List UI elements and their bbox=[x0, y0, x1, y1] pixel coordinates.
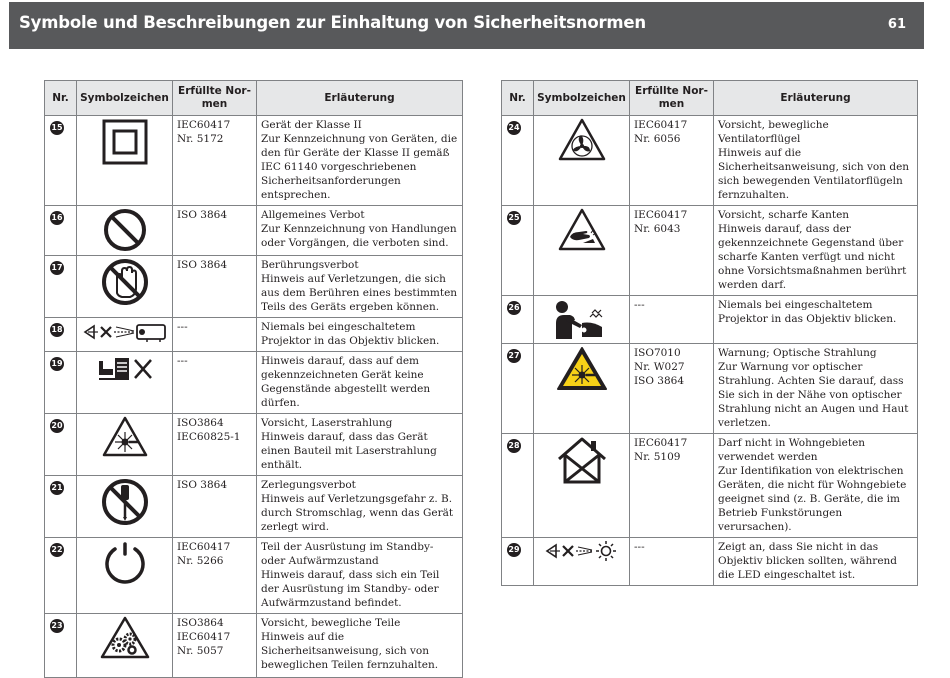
row-standards: IEC60417 Nr. 6056 bbox=[630, 116, 714, 206]
col-header-nr: Nr. bbox=[502, 81, 534, 116]
table-row bbox=[502, 206, 918, 296]
col-header-symbol: Symbolzeichen bbox=[534, 81, 630, 116]
no-residential-use-house-icon bbox=[534, 435, 629, 487]
row-number: 21 bbox=[50, 481, 64, 495]
row-standards: IEC60417 Nr. 6043 bbox=[630, 206, 714, 296]
row-description: Gerät der Klasse II Zur Kennzeichnung von Geräten, die den für Geräte der Klasse II gemäß IEC 61140 vorgeschriebenen Sicherheitsanforderungen entsprechen. bbox=[257, 116, 463, 206]
row-description: Teil der Ausrüstung im Standby- oder Aufwärmzustand Hinweis darauf, dass sich ein Teil der Ausrüstung im Standby- oder Aufwärmzustand befindet. bbox=[257, 538, 463, 614]
no-objects-on-device-icon bbox=[77, 353, 172, 385]
row-number: 22 bbox=[50, 543, 64, 557]
row-standards: IEC60417 Nr. 5109 bbox=[630, 434, 714, 538]
moving-fan-blades-warning-icon bbox=[534, 117, 629, 163]
moving-parts-gears-warning-icon bbox=[77, 615, 172, 661]
row-standards: ISO3864 IEC60825-1 bbox=[173, 414, 257, 476]
row-description: Darf nicht in Wohngebieten verwendet werden Zur Identifikation von elektrischen Geräten, die nicht für Wohngebiete geeignet sind (z. B. Geräte, die im Betrieb Funkstörungen verursachen). bbox=[714, 434, 918, 538]
row-standards: ISO7010 Nr. W027 ISO 3864 bbox=[630, 344, 714, 434]
row-description: Warnung; Optische Strahlung Zur Warnung vor optischer Strahlung. Achten Sie darauf, dass Sie sich in der Nähe von optischer Strahlung nicht an Augen und Haut verletzen. bbox=[714, 344, 918, 434]
row-description: Hinweis darauf, dass auf dem gekennzeichneten Gerät keine Gegenstände abgestellt werden dürfen. bbox=[257, 352, 463, 414]
row-standards: ISO 3864 bbox=[173, 476, 257, 538]
standby-power-icon bbox=[77, 539, 172, 589]
row-number: 17 bbox=[50, 261, 64, 275]
row-number: 24 bbox=[507, 121, 521, 135]
col-header-description: Erläuterung bbox=[714, 81, 918, 116]
col-header-standards: Erfüllte Nor- men bbox=[173, 81, 257, 116]
optical-radiation-warning-icon bbox=[534, 345, 629, 393]
row-number: 26 bbox=[507, 301, 521, 315]
row-number: 29 bbox=[507, 543, 521, 557]
page-number: 61 bbox=[887, 17, 906, 32]
col-header-nr: Nr. bbox=[45, 81, 77, 116]
row-description: Allgemeines Verbot Zur Kennzeichnung von Handlungen oder Vorgängen, die verboten sind. bbox=[257, 206, 463, 256]
row-standards: ISO 3864 bbox=[173, 206, 257, 256]
general-prohibition-icon bbox=[77, 207, 172, 253]
table-row bbox=[45, 206, 463, 256]
table-row bbox=[45, 116, 463, 206]
sharp-edges-warning-icon bbox=[534, 207, 629, 253]
row-standards: ISO3864 IEC60417 Nr. 5057 bbox=[173, 614, 257, 678]
row-description: Vorsicht, bewegliche Teile Hinweis auf die Sicherheitsanweisung, sich von beweglichen Teilen fernzuhalten. bbox=[257, 614, 463, 678]
left-symbols-table bbox=[44, 80, 463, 678]
col-header-symbol: Symbolzeichen bbox=[77, 81, 173, 116]
row-standards: --- bbox=[173, 318, 257, 352]
no-looking-into-lens-projector-icon bbox=[77, 319, 172, 345]
row-standards: IEC60417 Nr. 5266 bbox=[173, 538, 257, 614]
table-row bbox=[45, 476, 463, 538]
no-touching-hand-icon bbox=[77, 257, 172, 307]
page-title: Symbole und Beschreibungen zur Einhaltung von Sicherheitsnormen bbox=[19, 13, 646, 32]
class-ii-double-square-icon bbox=[77, 117, 172, 167]
col-header-standards: Erfüllte Nor- men bbox=[630, 81, 714, 116]
col-header-description: Erläuterung bbox=[257, 81, 463, 116]
row-number: 27 bbox=[507, 349, 521, 363]
no-looking-into-lens-led-icon bbox=[534, 539, 629, 563]
row-number: 23 bbox=[50, 619, 64, 633]
row-standards: ISO 3864 bbox=[173, 256, 257, 318]
row-description: Niemals bei eingeschaltetem Projektor in das Objektiv blicken. bbox=[714, 296, 918, 344]
row-standards: --- bbox=[630, 538, 714, 586]
table-row bbox=[45, 256, 463, 318]
laser-warning-icon bbox=[77, 415, 172, 459]
right-symbols-table bbox=[501, 80, 918, 586]
no-disassembly-screwdriver-icon bbox=[77, 477, 172, 527]
table-row bbox=[45, 614, 463, 678]
table-row bbox=[502, 344, 918, 434]
table-row bbox=[45, 538, 463, 614]
row-description: Vorsicht, scharfe Kanten Hinweis darauf, dass der gekennzeichnete Gegenstand über scharfe Kanten verfügt und nicht ohne Vorsichtsmaßnahmen berührt werden darf. bbox=[714, 206, 918, 296]
row-standards: --- bbox=[173, 352, 257, 414]
row-number: 20 bbox=[50, 419, 64, 433]
row-number: 19 bbox=[50, 357, 64, 371]
row-number: 28 bbox=[507, 439, 521, 453]
table-row bbox=[502, 434, 918, 538]
row-standards: --- bbox=[630, 296, 714, 344]
row-number: 16 bbox=[50, 211, 64, 225]
table-header-row bbox=[45, 81, 463, 116]
table-row bbox=[45, 352, 463, 414]
table-row bbox=[502, 116, 918, 206]
row-standards: IEC60417 Nr. 5172 bbox=[173, 116, 257, 206]
row-number: 15 bbox=[50, 121, 64, 135]
table-header-row bbox=[502, 81, 918, 116]
row-description: Zerlegungsverbot Hinweis auf Verletzungsgefahr z. B. durch Stromschlag, wenn das Gerät zerlegt wird. bbox=[257, 476, 463, 538]
person-looking-into-lens-icon bbox=[534, 297, 629, 341]
table-row bbox=[502, 538, 918, 586]
row-description: Zeigt an, dass Sie nicht in das Objektiv blicken sollten, während die LED eingeschaltet ist. bbox=[714, 538, 918, 586]
page-header bbox=[9, 2, 924, 49]
table-row bbox=[45, 318, 463, 352]
row-description: Berührungsverbot Hinweis auf Verletzungen, die sich aus dem Berühren eines bestimmten Teils des Geräts ergeben können. bbox=[257, 256, 463, 318]
row-number: 25 bbox=[507, 211, 521, 225]
row-description: Vorsicht, bewegliche Ventilatorflügel Hinweis auf die Sicherheitsanweisung, sich von den sich bewegenden Ventilatorflügeln fernzuhalten. bbox=[714, 116, 918, 206]
table-row bbox=[502, 296, 918, 344]
row-description: Niemals bei eingeschaltetem Projektor in das Objektiv blicken. bbox=[257, 318, 463, 352]
row-description: Vorsicht, Laserstrahlung Hinweis darauf, dass das Gerät einen Bauteil mit Laserstrahlung enthält. bbox=[257, 414, 463, 476]
table-row bbox=[45, 414, 463, 476]
row-number: 18 bbox=[50, 323, 64, 337]
